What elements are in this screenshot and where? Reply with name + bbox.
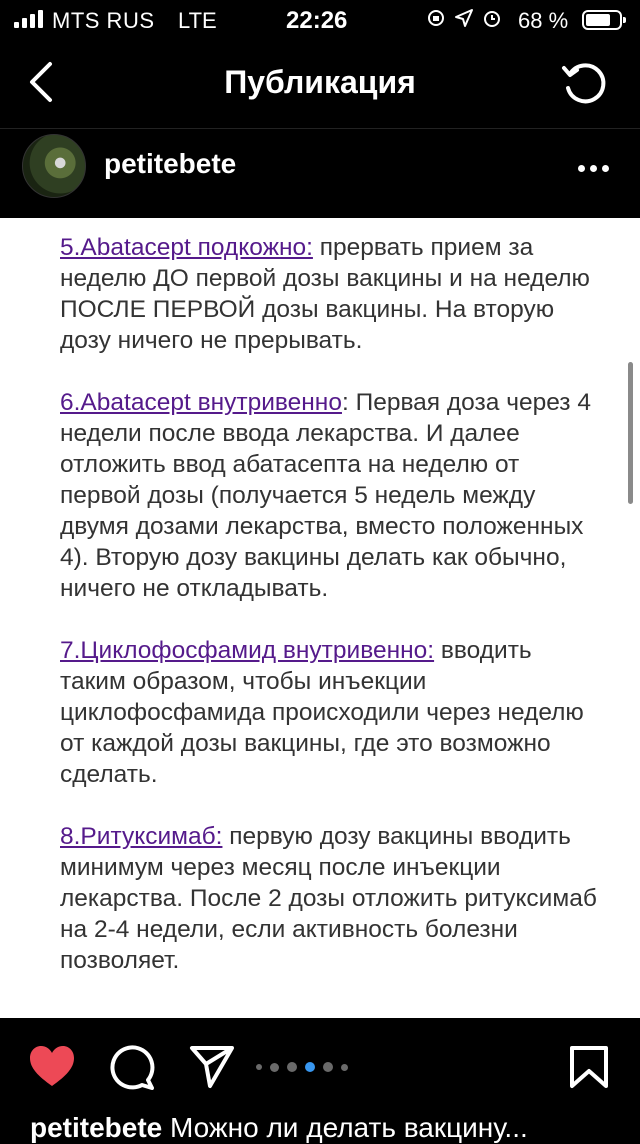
carousel-dot (323, 1062, 333, 1072)
post-image[interactable] (0, 218, 640, 1018)
author-username[interactable]: petitebete (104, 148, 237, 179)
drug-name-link: 5.Abatacept подкожно: (60, 234, 313, 261)
header (0, 40, 640, 129)
page-title: Публикация (224, 64, 416, 100)
carousel-indicator (256, 1062, 348, 1072)
bookmark-icon (572, 1048, 606, 1086)
more-options-button[interactable] (578, 162, 614, 174)
share-button[interactable] (188, 1044, 236, 1090)
drug-name-link: 7.Циклофосфамид внутривенно: (60, 637, 435, 664)
caption-username[interactable]: petitebete (30, 1112, 163, 1143)
signal-strength-icon (14, 10, 43, 28)
comment-button[interactable] (108, 1044, 156, 1090)
battery-icon (582, 10, 622, 30)
carousel-dot (287, 1062, 297, 1072)
paragraph-text: : Первая доза через 4 недели после ввода лекарства. И далее отложить ввод абатасепта на неделю от первой дозы (получается 5 недель между двумя дозами лекарства, вместо положенных 4). Вторую дозу вакцины делать как обычно, ничего не откладывать. (60, 389, 591, 602)
post-action-bar (0, 1018, 640, 1114)
carousel-dot (341, 1064, 348, 1071)
comment-icon (112, 1047, 152, 1088)
alarm-icon (482, 8, 502, 28)
paragraph-text: прервать прием за неделю ДО первой дозы вакцины и на неделю ПОСЛЕ ПЕРВОЙ дозы вакцины. На вторую дозу ничего не прерывать. (60, 234, 590, 354)
post-caption (30, 1112, 630, 1144)
heart-icon (30, 1046, 74, 1086)
status-icons (426, 8, 502, 28)
post-text (60, 232, 600, 1007)
post-paragraph (60, 387, 600, 604)
carousel-dot (256, 1064, 262, 1070)
caption-text: Можно ли делать вакцину... (162, 1112, 528, 1143)
save-button[interactable] (566, 1044, 614, 1090)
post-paragraph (60, 635, 600, 790)
paragraph-text: вводить таким образом, чтобы инъекции циклофосфамида происходили через неделю от каждой дозы вакцины, где это возможно сделать. (60, 637, 584, 788)
battery-percent: 68 % (518, 8, 569, 33)
network-type: LTE (178, 8, 217, 33)
refresh-button[interactable] (560, 60, 608, 108)
status-time: 22:26 (286, 7, 348, 34)
location-icon (454, 8, 474, 28)
post-paragraph (60, 821, 600, 976)
send-icon (192, 1048, 232, 1086)
paragraph-text: первую дозу вакцины вводить минимум через месяц после инъекции лекарства. После 2 дозы отложить ритуксимаб на 2-4 недели, если активность болезни позволяет. (60, 823, 597, 974)
status-bar (0, 0, 640, 40)
like-button[interactable] (28, 1044, 76, 1090)
scroll-indicator (628, 362, 633, 504)
dot-icon (590, 165, 597, 172)
post-author-row (0, 128, 640, 218)
carrier-name: MTS RUS (52, 8, 155, 33)
dot-icon (578, 165, 585, 172)
post-paragraph (60, 232, 600, 356)
drug-name-link: 8.Ритуксимаб: (60, 823, 223, 850)
drug-name-link: 6.Abatacept внутривенно (60, 389, 342, 416)
avatar[interactable] (22, 134, 86, 198)
carousel-dot (270, 1063, 279, 1072)
carousel-dot-active (305, 1062, 315, 1072)
dot-icon (602, 165, 609, 172)
orientation-lock-icon (426, 8, 446, 28)
